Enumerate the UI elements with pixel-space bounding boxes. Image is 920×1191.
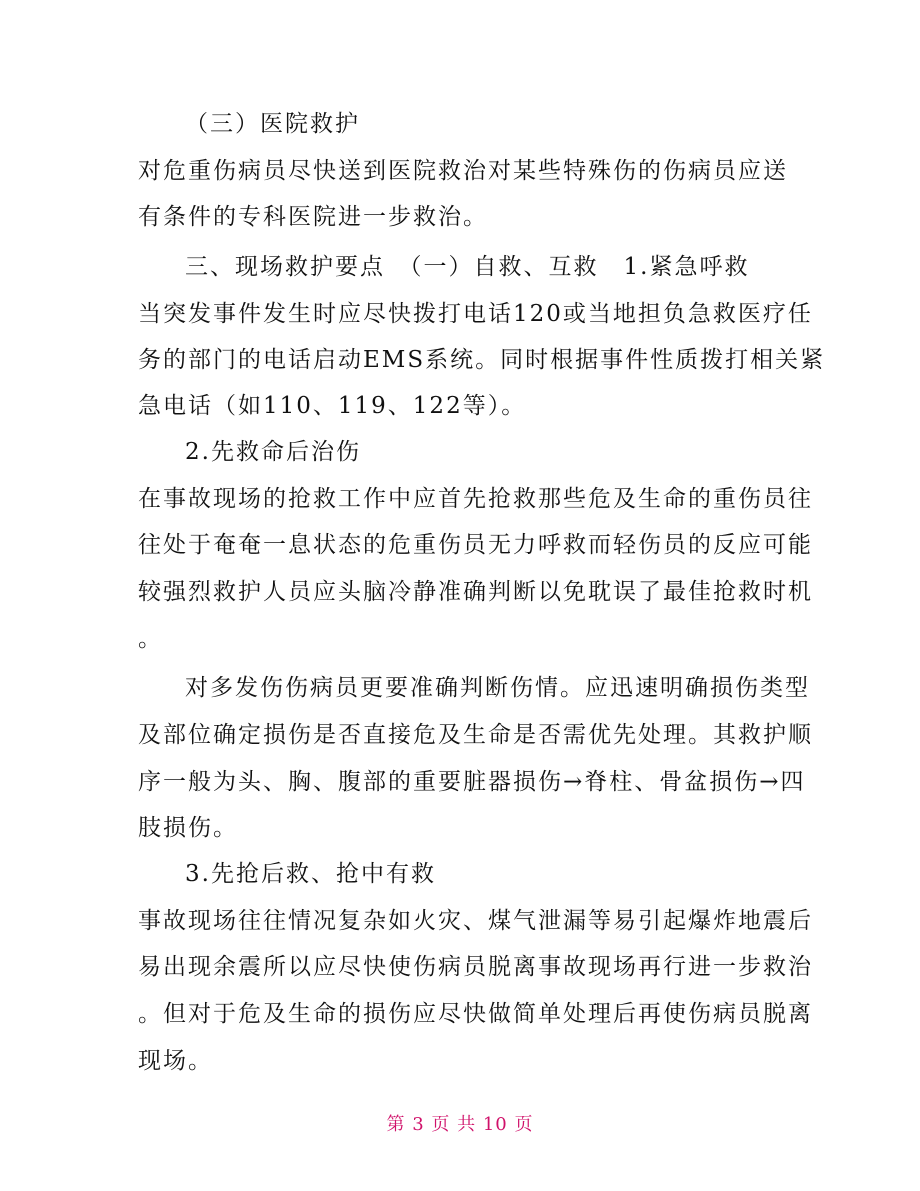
section-heading-hospital-care: （三）医院救护: [185, 111, 360, 137]
paragraph-line: 及部位确定损伤是否直接危及生命是否需优先处理。其救护顺: [138, 722, 813, 748]
paragraph-line: 对多发伤伤病员更要准确判断伤情。应迅速明确损伤类型: [185, 675, 810, 701]
paragraph-line: 序一般为头、胸、腹部的重要脏器损伤→脊柱、骨盆损伤→四: [138, 769, 806, 795]
paragraph-line: 易出现余震所以应尽快使伤病员脱离事故现场再行进一步救治: [138, 954, 813, 980]
paragraph-line: 较强烈救护人员应头脑冷静准确判断以免耽误了最佳抢救时机: [138, 579, 813, 605]
paragraph-line: 当突发事件发生时应尽快拨打电话120或当地担负急救医疗任: [138, 301, 813, 327]
subheading-save-life-first: 2.先救命后治伤: [185, 439, 361, 465]
paragraph-line: 。: [138, 626, 163, 652]
paragraph-line: 往处于奄奄一息状态的危重伤员无力呼救而轻伤员的反应可能: [138, 532, 813, 558]
paragraph-line: 肢损伤。: [138, 815, 238, 841]
paragraph-line: 现场。: [138, 1048, 213, 1074]
paragraph-line: 对危重伤病员尽快送到医院救治对某些特殊伤的伤病员应送: [138, 158, 788, 184]
page-number-footer: 第 3 页 共 10 页: [386, 1114, 534, 1135]
section-heading-onsite-care: 三、现场救护要点 （一）自救、互救 1.紧急呼救: [185, 254, 750, 280]
paragraph-line: 。但对于危及生命的损伤应尽快做简单处理后再使伤病员脱离: [138, 1001, 813, 1027]
paragraph-line: 务的部门的电话启动EMS系统。同时根据事件性质拨打相关紧: [138, 347, 826, 373]
paragraph-line: 在事故现场的抢救工作中应首先抢救那些危及生命的重伤员往: [138, 486, 813, 512]
subheading-rescue-first: 3.先抢后救、抢中有救: [185, 861, 436, 887]
paragraph-line: 事故现场往往情况复杂如火灾、煤气泄漏等易引起爆炸地震后: [138, 908, 813, 934]
paragraph-line: 急电话（如110、119、122等）。: [138, 393, 527, 419]
paragraph-line: 有条件的专科医院进一步救治。: [138, 204, 488, 230]
